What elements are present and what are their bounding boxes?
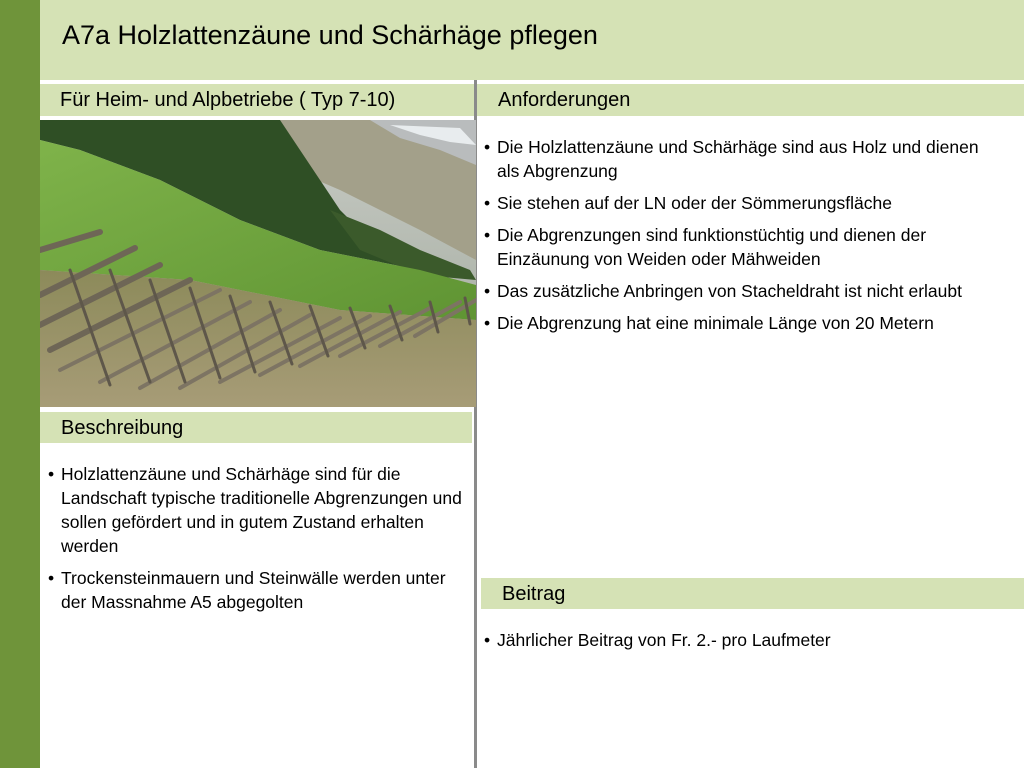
- beschreibung-header: [40, 412, 472, 443]
- anforderungen-list: [484, 135, 999, 343]
- beschreibung-heading: Beschreibung: [61, 417, 184, 439]
- beitrag-header: [481, 578, 1024, 609]
- anforderungen-item: • Die Holzlattenzäune und Schärhäge sind aus Holz und dienen als Abgrenzung: [484, 135, 999, 183]
- anforderungen-item: • Sie stehen auf der LN oder der Sömmerungsfläche: [484, 191, 999, 215]
- beschreibung-list: [48, 462, 468, 622]
- left-header: [40, 84, 474, 116]
- fence-illustration: [40, 120, 476, 407]
- left-accent-bar: [0, 0, 40, 768]
- wooden-fence-photo: [40, 120, 476, 407]
- beschreibung-item: • Trockensteinmauern und Steinwälle werden unter der Massnahme A5 abgegolten: [48, 566, 468, 614]
- beitrag-heading: Beitrag: [502, 583, 566, 605]
- anforderungen-item: • Die Abgrenzungen sind funktionstüchtig und dienen der Einzäunung von Weiden oder Mähweiden: [484, 223, 999, 271]
- anforderungen-item: • Die Abgrenzung hat eine minimale Länge von 20 Metern: [484, 311, 999, 335]
- slide-title: A7a Holzlattenzäune und Schärhäge pflegen: [62, 20, 598, 50]
- beschreibung-item: • Holzlattenzäune und Schärhäge sind für die Landschaft typische traditionelle Abgrenzungen und sollen gefördert und in gutem Zustand erhalten werden: [48, 462, 468, 558]
- beitrag-list: [484, 628, 999, 660]
- anforderungen-item: • Das zusätzliche Anbringen von Stacheldraht ist nicht erlaubt: [484, 279, 999, 303]
- anforderungen-heading: Anforderungen: [498, 89, 631, 111]
- left-header-text: Für Heim- und Alpbetriebe ( Typ 7-10): [60, 89, 396, 111]
- beitrag-item: • Jährlicher Beitrag von Fr. 2.- pro Laufmeter: [484, 628, 999, 652]
- anforderungen-header: [477, 84, 1024, 116]
